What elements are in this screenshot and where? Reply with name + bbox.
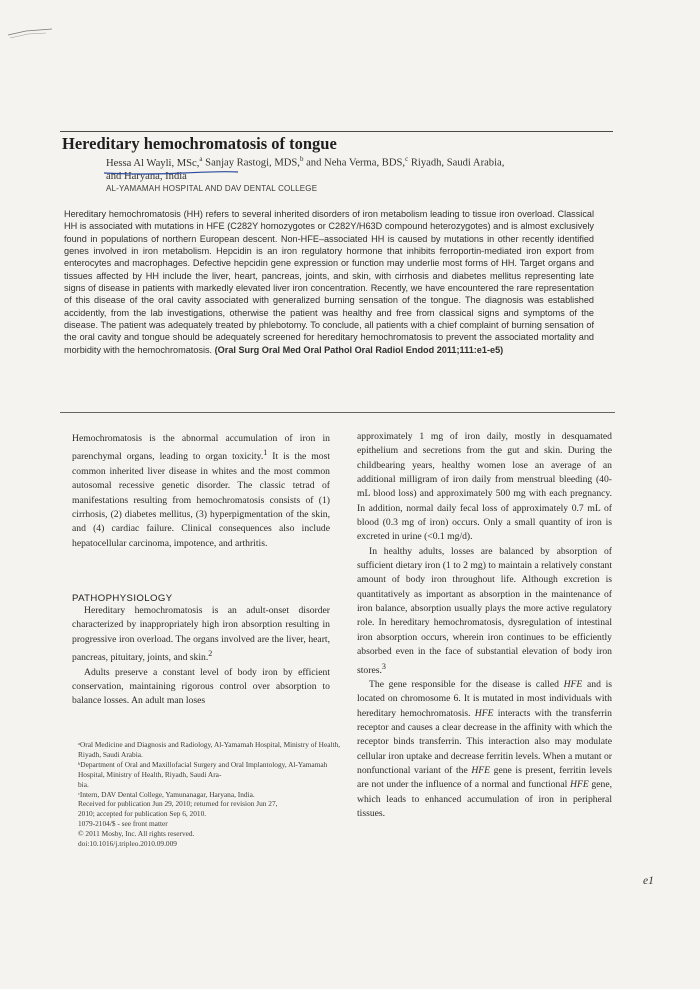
first-author: Hessa Al Wayli, MSc, bbox=[106, 157, 200, 169]
affiliation-sup-b: b bbox=[299, 155, 304, 163]
footnote-c: ᶜIntern, DAV Dental College, Yamunanagar, Haryana, India. bbox=[78, 789, 255, 799]
third-author: and Neha Verma, BDS, bbox=[303, 157, 406, 169]
intro-paragraph bbox=[72, 432, 330, 551]
scan-mark bbox=[6, 26, 56, 40]
left-column-pathophysiology bbox=[72, 604, 330, 709]
abstract bbox=[64, 208, 594, 356]
received-date: Received for publication Jun 29, 2010; returned for revision Jun 27, bbox=[78, 799, 278, 809]
right-text-2: In healthy adults, losses are balanced by absorption of sufficient dietary iron (1 to 2 mg) to maintain a relatively constant amount of body iron throughout life. Although excretion is quantitatively as important as absorption in the maintenance of iron balance, absorption usually plays the more active regulatory role. In hereditary hemochromatosis, dysregulation of intestinal iron absorption occurs, wherein iron continues to be efficiently absorbed even in the face of substantial elevation of body iron stores. bbox=[357, 545, 612, 676]
footnote-b-1: ᵇDepartment of Oral and Maxillofacial Surgery and Oral Implantology, Al-Yamamah Hospital, Ministry of Health, Riyadh, Saudi Ara- bbox=[78, 759, 328, 779]
right-text-3c: interacts with the transferrin receptor and causes a clear decrease in the affinity with which the receptor binds transferrin. This interaction also may modulate cellular iron uptake and decrease ferritin levels. When a mutant or nonfunctional variant of the bbox=[357, 707, 612, 777]
abstract-divider bbox=[60, 412, 615, 413]
gene-name: HFE bbox=[563, 679, 583, 691]
page-number: e1 bbox=[643, 875, 654, 887]
affiliation-line: AL-YAMAMAH HOSPITAL AND DAV DENTAL COLLEGE bbox=[106, 184, 318, 193]
left-column-intro bbox=[72, 432, 330, 551]
gene-name: HFE bbox=[570, 779, 589, 791]
right-text-3d: gene is present, ferritin levels are not under the influence of a normal and functional bbox=[357, 765, 612, 791]
right-text-3a: The gene responsible for the disease is called bbox=[369, 679, 564, 691]
footnotes bbox=[78, 740, 344, 849]
right-paragraph-1: approximately 1 mg of iron daily, mostly in desquamated epithelium and secretions from the gut and skin. During the childbearing years, healthy women lose an average of an additional milligram of iron daily from menstrual bleeding (40-mL blood loss) and approximately 500 mg with each pregnancy. In addition, normal daily fecal loss of approximately 0.7 mL of blood (0.3 mg of iron) occurs. Only a small quantity of iron is excreted in urine (<0.1 mg/d). bbox=[357, 431, 612, 543]
gene-name: HFE bbox=[474, 707, 494, 719]
abstract-citation: (Oral Surg Oral Med Oral Pathol Oral Radiol Endod 2011;111:e1-e5) bbox=[214, 344, 504, 355]
accepted-date: 2010; accepted for publication Sep 6, 2010. bbox=[78, 809, 207, 819]
patho-paragraph-2: Adults preserve a constant level of body iron by efficient conservation, maintaining rigorous control over absorption to balance losses. An adult man loses bbox=[72, 666, 330, 707]
right-text-3b: and is located on chromosome 6. It is mutated in most individuals with hereditary hemochromatosis. bbox=[357, 679, 612, 719]
gene-name: HFE bbox=[471, 765, 491, 777]
copyright: © 2011 Mosby, Inc. All rights reserved. bbox=[78, 829, 195, 839]
intro-text-cont: It is the most common inherited liver disease in whites and the most common autosomal recessive genetic disorder. The classic tetrad of manifestations resulting from hemochromatosis consists of (1) cirrhosis, (2) diabetes mellitus, (3) hyperpigmentation of the skin, and (4) cardiac failure. Clinical consequences also include hepatocellular carcinoma, impotence, and arthritis. bbox=[72, 451, 330, 549]
right-paragraph-3 bbox=[357, 678, 612, 821]
intro-text: Hemochromatosis is the abnormal accumulation of iron in parenchymal organs, leading to organ toxicity. bbox=[72, 433, 330, 463]
affiliation-sup-c: c bbox=[405, 155, 409, 163]
right-paragraph-2 bbox=[357, 545, 612, 678]
footnote-b-2: bia. bbox=[78, 779, 89, 789]
ref-2: 2 bbox=[208, 649, 213, 659]
author-location: Riyadh, Saudi Arabia, bbox=[408, 157, 505, 169]
right-column bbox=[357, 430, 612, 822]
right-text-3e: gene, which leads to enhanced accumulation of iron in peripheral tissues. bbox=[357, 779, 612, 820]
pen-underline-mark bbox=[104, 170, 238, 176]
patho-paragraph-1 bbox=[72, 604, 330, 666]
ref-1: 1 bbox=[263, 448, 268, 458]
author-location-2: and Haryana, India bbox=[106, 171, 187, 183]
header-rule bbox=[60, 131, 613, 132]
author-list bbox=[106, 153, 626, 184]
ref-3: 3 bbox=[381, 661, 386, 671]
doi: doi:10.1016/j.tripleo.2010.09.009 bbox=[78, 839, 177, 849]
abstract-text: Hereditary hemochromatosis (HH) refers to several inherited disorders of iron metabolism leading to tissue iron overload. Classical HH is associated with mutations in HFE (C282Y homozygotes or C282Y/H63D compound heterozygotes) and is almost exclusively found in populations of northern European descent. Non-HFE–associated HH is caused by mutations in other recently identified genes involved in iron metabolism. Hepcidin is an iron regulatory hormone that inhibits ferroportin-mediated iron export from enterocytes and macrophages. Defective hepcidin gene expression or function may underlie most forms of HH. Target organs and tissues affected by HH include the liver, heart, pancreas, joints, and skin, with cirrhosis and diabetes mellitus representing late signs of disease in patients with markedly elevated liver iron concentration. Recently, we have encountered the rare representation of this disease of the oral cavity associated with generalized burning sensation of the tongue. The diagnosis was established accidently, from the lab investigations, otherwise the patient was healthy and free from classical signs and symptoms of the disease. The patient was adequately treated by phlebotomy. To conclude, all patients with a chief complaint of burning sensation of the oral cavity and tongue should be adequately screened for hereditary hemochromatosis to prevent the associated mortality and morbidity with the hemochromatosis. bbox=[64, 209, 594, 355]
affiliation-sup-a: a bbox=[199, 155, 203, 163]
patho-text-1: Hereditary hemochromatosis is an adult-onset disorder characterized by inappropriately high iron absorption resulting in progressive iron overload. The organs involved are the liver, heart, pancreas, pituitary, joints, and skin. bbox=[72, 605, 330, 664]
article-title: Hereditary hemochromatosis of tongue bbox=[62, 134, 337, 153]
section-heading-pathophysiology: PATHOPHYSIOLOGY bbox=[72, 593, 173, 604]
footnote-a: ᵃOral Medicine and Diagnosis and Radiology, Al-Yamamah Hospital, Ministry of Health, Riyadh, Saudi Arabia. bbox=[78, 740, 341, 759]
second-author: Sanjay Rastogi, MDS, bbox=[202, 157, 300, 169]
issn: 1079-2104/$ - see front matter bbox=[78, 819, 168, 829]
